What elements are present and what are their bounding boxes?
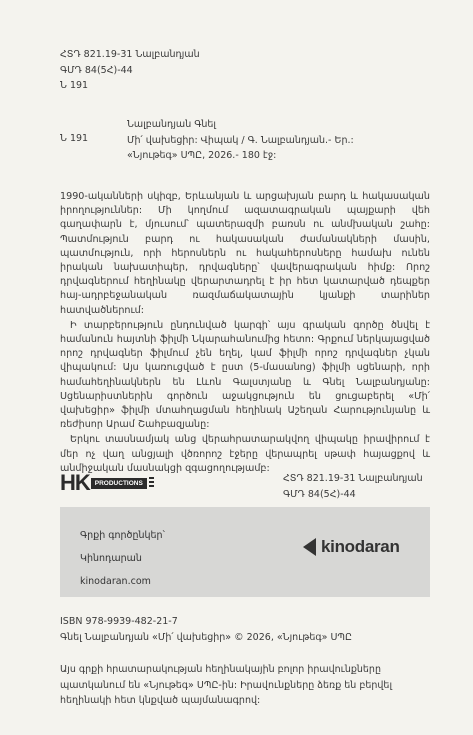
udc-line: ՀՏԴ 821.19-31 Նալբանդյան xyxy=(60,49,200,60)
catalog-entry xyxy=(127,117,354,164)
annotation-text xyxy=(60,190,430,477)
catalog-title: Մի՛ վախեցիր: Վիպակ / Գ. Նալբանդյան.- Եր.: xyxy=(127,134,354,146)
kinodaran-logo xyxy=(303,537,400,557)
annotation-paragraph: 1990-ականների սկիզբ, Երևանյան և արցախյան բարդ և հակասական իրողություններ: Մի կողմում ազատագրական պայքարի վեհ գաղափարն է, մյուսում՝ պատերազմի բառսն ու անմխական շահը: Պատմություն բարդ ու հակասական ժամանակների մասին, պատմություն, որի հերոսներն ու հակահերոսները համախ ունեն իրական նախատիպեր, դրվագները՝ վավերագրական հիմք: Որոշ դրվագներում հեղինակը վերարտադրել է իր հետ կատարված դեպքեր հայ-ադրբեջանական ռազմաճակատային կյանքի տարիներ հատվածներում: xyxy=(60,191,430,316)
hk-productions-logo xyxy=(60,470,154,496)
udc-line: ՀՏԴ 821.19-31 Նալբանդյան xyxy=(283,473,423,484)
bbk-line: ԳՄԴ 84(5Հ)-44 xyxy=(283,488,356,500)
partner-box xyxy=(60,507,430,597)
catalog-author: Նալբանդյան Գնել xyxy=(127,119,217,130)
copyright-line: Գնել Նալբանդյան «Մի՛ վախեցիր» © 2026, «Նյութեգ» ՍՊԸ xyxy=(60,631,352,643)
author-code-line: Ն 191 xyxy=(60,80,89,91)
annotation-paragraph: Երկու տասնամյակ անց վերահրատարակվող վիպակը իրավիրում է մեր ոչ վաղ անցյալի վծռորոշ էջերը վերապրել սթափ հայացքով և անմիջական մասնակցի զգացողությամբ: xyxy=(60,434,430,474)
isbn-block xyxy=(60,614,352,645)
partner-name: Կինոդարան xyxy=(80,553,142,564)
catalog-publisher: «Նյութեգ» ՍՊԸ, 2026.- 180 էջ: xyxy=(127,150,277,161)
isbn-number: ISBN 978-9939-482-21-7 xyxy=(60,616,178,627)
bbk-line: ԳՄԴ 84(5Հ)-44 xyxy=(60,64,133,76)
udc-block-top xyxy=(60,47,200,94)
kinodaran-wordmark: kinodaran xyxy=(321,537,400,556)
rights-notice: Այս գրքի հրատարակության հեղինակային բոլոր իրավունքները պատկանում են «Նյութեգ» ՍՊԸ-ին: Իրավունքները ձեռք են բերվել հեղինակի հետ կնքված պայմանագրով: xyxy=(60,664,393,706)
partner-info xyxy=(80,524,165,593)
catalog-code: Ն 191 xyxy=(60,133,89,144)
logo-bars-icon xyxy=(149,477,154,489)
annotation-paragraph: Ի տարբերություն ընդունված կարգի՝ այս գրական գործը ծնվել է համանուն հայտնի ֆիլմի Նկարահանումից հետո: Գրքում ներկայացված որոշ դրվագներ ֆիլմում չեն եղել, կամ ֆիլմի որոշ դրվագներ չկան վիպակում: Այս կառուցված է ըստ (5-մասանոց) ֆիլմի սցենարի, որի համահեղինակներն են Լևոն Գալստյանը և Գնել Նալբանդյանը: Սցենարիստներին գործուն աջակցություն են ցուցաբերել «Մի՛ վախեցիր» ֆիլմի մտահղացման հեղինակ Աշեղան Հարությունյանը և ռեժիսոր Արամ Շահբազյանը: xyxy=(60,319,430,431)
partner-url: kinodaran.com xyxy=(80,576,151,587)
udc-block-right xyxy=(283,471,423,502)
partner-heading: Գրքի գործընկեր՝ xyxy=(80,530,165,541)
logo-label: PRODUCTIONS xyxy=(91,478,147,489)
logo-mark: HK xyxy=(60,470,90,495)
kinodaran-play-icon xyxy=(303,538,316,556)
